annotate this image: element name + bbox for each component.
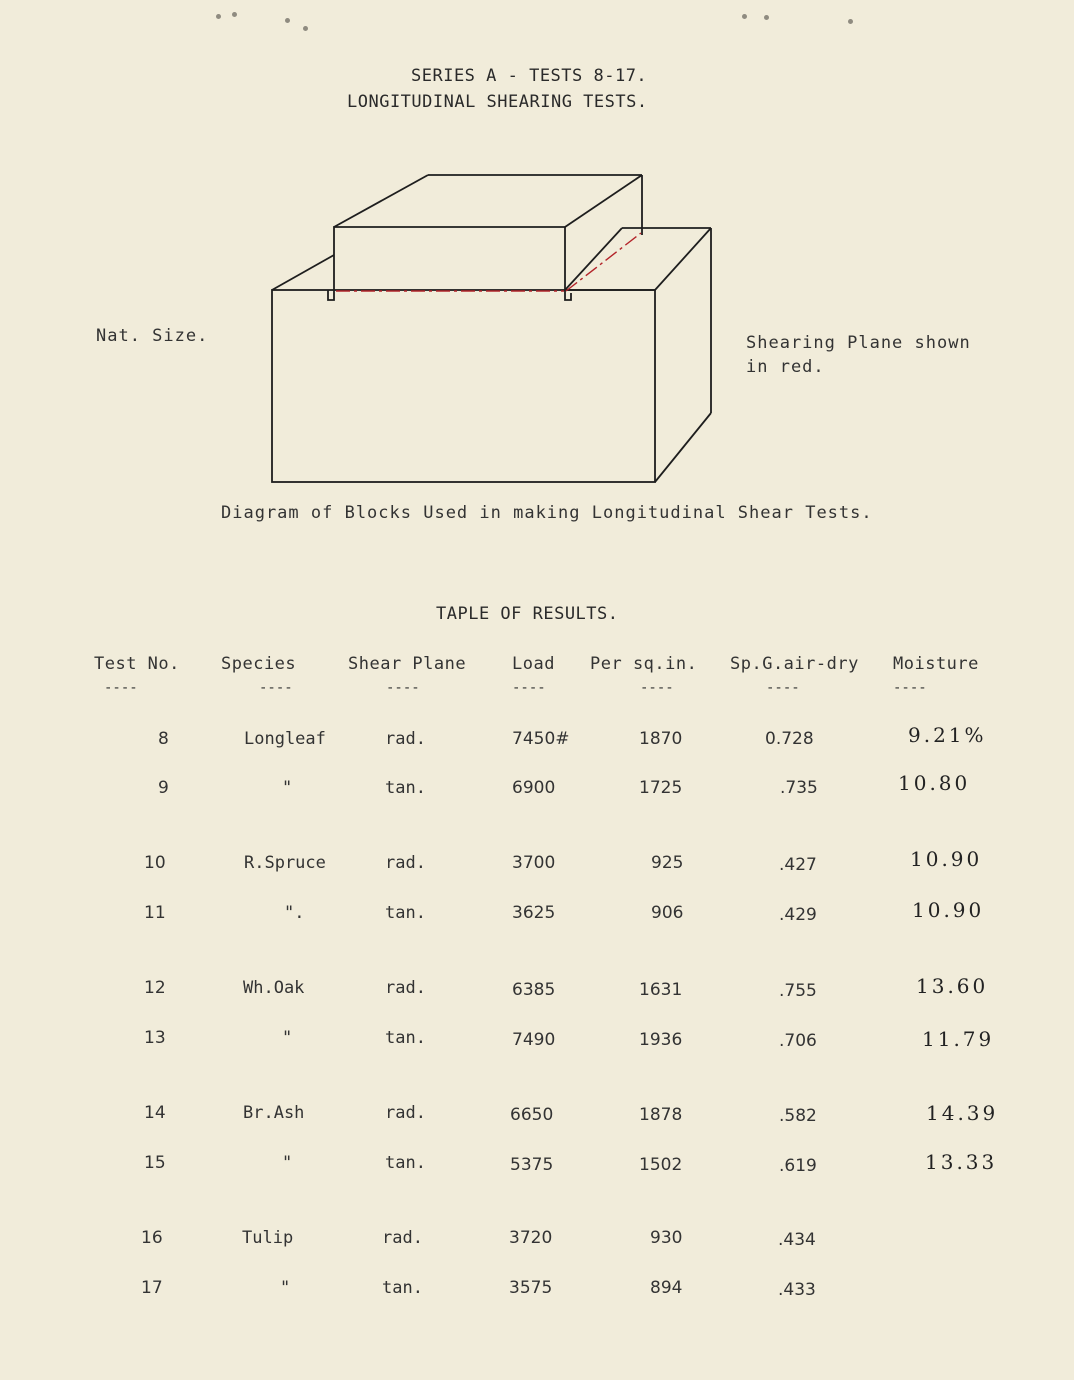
cell-moisture: 14.39 [926,1101,999,1125]
column-header-shear-plane: Shear Plane [348,654,467,674]
header-rule: ---- [259,680,293,696]
header-rule: ---- [640,680,674,696]
page-subtitle: LONGITUDINAL SHEARING TESTS. [347,92,648,112]
cell-sp-gravity: .427 [779,855,817,875]
cell-shear-plane: tan. [385,1028,426,1048]
cell-sp-gravity: .619 [779,1156,817,1176]
punch-mark [232,12,237,17]
cell-shear-plane: rad. [385,1103,426,1123]
cell-test-no: 12 [144,978,166,998]
cell-shear-plane: tan. [385,903,426,923]
cell-species: " [282,1153,293,1173]
cell-test-no: 11 [144,903,166,923]
cell-sp-gravity: .735 [780,778,818,798]
cell-species: " [282,778,293,798]
cell-moisture: 13.60 [916,974,989,998]
punch-mark [764,15,769,20]
cell-moisture: 10.90 [912,898,985,922]
cell-shear-plane: tan. [385,778,426,798]
cell-species: ". [284,903,305,923]
header-rule: ---- [893,680,927,696]
punch-mark [848,19,853,24]
cell-sp-gravity: .582 [779,1106,817,1126]
punch-mark [216,14,221,19]
cell-per-sq-in: 1870 [639,729,683,749]
cell-species: " [282,1028,293,1048]
punch-mark [303,26,308,31]
cell-load: 6385 [512,980,556,1000]
cell-load: 7490 [512,1030,556,1050]
header-rule: ---- [512,680,546,696]
cell-load: 3700 [512,853,556,873]
column-header-sp-gravity: Sp.G.air-dry [730,654,859,674]
cell-species: " [280,1278,291,1298]
cell-shear-plane: rad. [382,1228,423,1248]
cell-load: 3575 [509,1278,553,1298]
table-title: TAPLE OF RESULTS. [436,604,619,624]
cell-shear-plane: rad. [385,729,426,749]
page-title: SERIES A - TESTS 8-17. [411,66,648,86]
shear-block-diagram [260,165,730,495]
punch-mark [285,18,290,23]
cell-load: 6650 [510,1105,554,1125]
cell-sp-gravity: 0.728 [765,729,814,749]
header-rule: ---- [766,680,800,696]
shear-plane-line [336,233,641,291]
diagram-caption: Diagram of Blocks Used in making Longitudinal Shear Tests. [221,503,873,523]
cell-moisture: 10.90 [910,847,983,871]
cell-sp-gravity: .755 [779,981,817,1001]
cell-test-no: 8 [158,729,169,749]
cell-species: Tulip [242,1228,294,1248]
cell-per-sq-in: 1725 [639,778,683,798]
shear-note-line2: in red. [746,357,825,377]
cell-moisture: 11.79 [922,1027,995,1051]
cell-test-no: 14 [144,1103,166,1123]
column-header-load: Load [512,654,555,674]
cell-load: 3720 [509,1228,553,1248]
scale-note: Nat. Size. [96,326,209,346]
cell-load: 3625 [512,903,556,923]
header-rule: ---- [386,680,420,696]
cell-moisture: 13.33 [925,1150,998,1174]
cell-per-sq-in: 1936 [639,1030,683,1050]
bottom-block-front [272,290,655,482]
shear-note-line1: Shearing Plane shown [746,333,971,353]
cell-species: R.Spruce [244,853,326,873]
cell-per-sq-in: 930 [650,1228,683,1248]
cell-species: Longleaf [244,729,326,749]
cell-load: 6900 [512,778,556,798]
cell-test-no: 17 [141,1278,163,1298]
column-header-per-sq-in: Per sq.in. [590,654,698,674]
cell-per-sq-in: 1878 [639,1105,683,1125]
column-header-test-no: Test No. [94,654,180,674]
punch-mark [742,14,747,19]
cell-shear-plane: rad. [385,978,426,998]
cell-moisture: 10.80 [898,771,971,795]
cell-per-sq-in: 906 [651,903,684,923]
cell-sp-gravity: .433 [778,1280,816,1300]
header-rule: ---- [104,680,138,696]
cell-test-no: 13 [144,1028,166,1048]
cell-per-sq-in: 894 [650,1278,683,1298]
cell-per-sq-in: 1631 [639,980,683,1000]
cell-sp-gravity: .429 [779,905,817,925]
cell-test-no: 16 [141,1228,163,1248]
cell-moisture: 9.21% [908,723,987,747]
cell-per-sq-in: 925 [651,853,684,873]
cell-test-no: 15 [144,1153,166,1173]
column-header-moisture: Moisture [893,654,979,674]
cell-shear-plane: tan. [382,1278,423,1298]
cell-test-no: 9 [158,778,169,798]
cell-test-no: 10 [144,853,166,873]
cell-load: 5375 [510,1155,554,1175]
cell-shear-plane: rad. [385,853,426,873]
column-header-species: Species [221,654,297,674]
cell-per-sq-in: 1502 [639,1155,683,1175]
cell-shear-plane: tan. [385,1153,426,1173]
cell-sp-gravity: .434 [778,1230,816,1250]
cell-species: Wh.Oak [243,978,305,998]
cell-species: Br.Ash [243,1103,305,1123]
cell-load: 7450# [512,729,570,749]
cell-sp-gravity: .706 [779,1031,817,1051]
